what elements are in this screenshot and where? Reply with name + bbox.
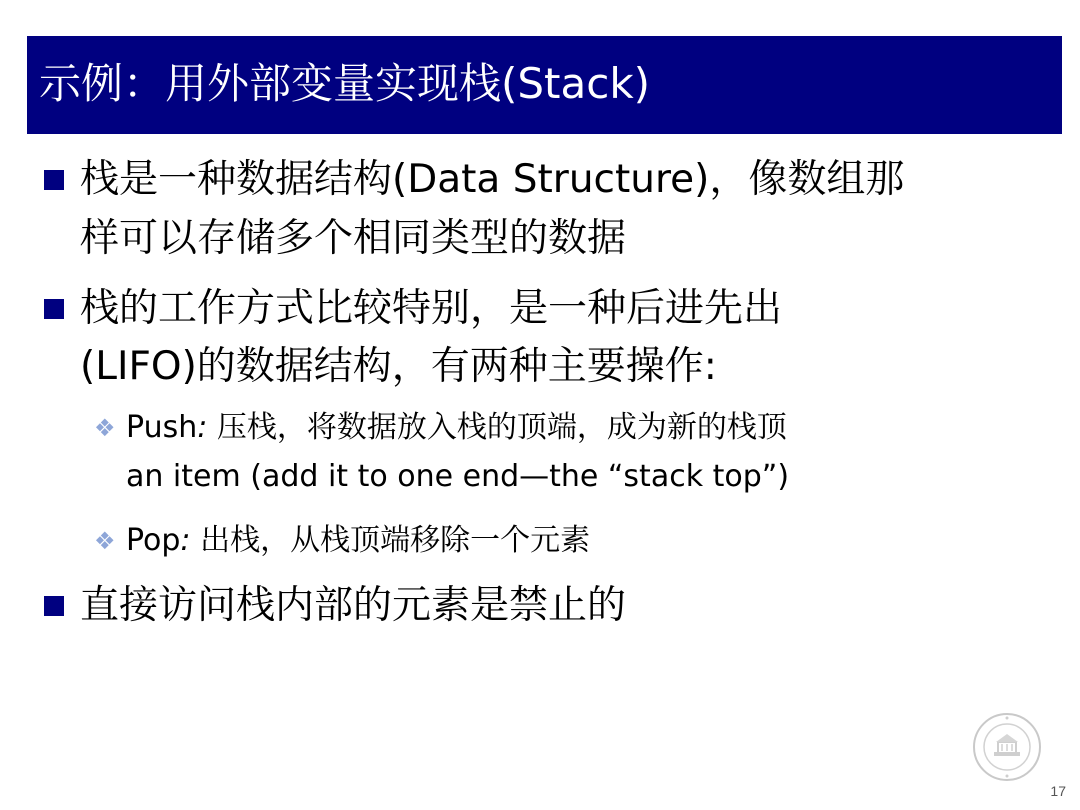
diamond-bullet-icon: ❖ — [94, 527, 116, 555]
pop-colon: : — [180, 523, 191, 558]
university-seal-icon — [972, 712, 1042, 782]
bullet-square-icon — [44, 596, 64, 616]
page-number: 17 — [1050, 783, 1066, 799]
push-colon: : — [197, 410, 208, 445]
bullet-square-icon — [44, 299, 64, 319]
pop-text: 出栈，从栈顶端移除一个元素 — [190, 523, 591, 558]
bullet-3-line-1: 直接访问栈内部的元素是禁止的 — [80, 583, 627, 628]
bullet-square-icon — [44, 170, 64, 190]
bullet-1-line-2: 样可以存储多个相同类型的数据 — [80, 216, 627, 261]
pop-label: Pop — [126, 523, 181, 558]
bullet-1-line-1: 栈是一种数据结构(Data Structure)，像数组那 — [80, 157, 905, 202]
sub-bullet-push — [126, 410, 787, 445]
sub-bullet-pop — [126, 523, 591, 558]
push-text: 压栈，将数据放入栈的顶端，成为新的栈顶 — [207, 410, 787, 445]
diamond-bullet-icon: ❖ — [94, 414, 116, 442]
sub-bullet-push-continuation: an item (add it to one end—the “stack top”) — [126, 459, 790, 494]
push-label: Push — [126, 410, 198, 445]
bullet-2-line-1: 栈的工作方式比较特别，是一种后进先出 — [80, 286, 783, 331]
bullet-2-line-2: (LIFO)的数据结构，有两种主要操作: — [80, 344, 717, 389]
slide-title: 示例：用外部变量实现栈(Stack) — [39, 59, 651, 108]
